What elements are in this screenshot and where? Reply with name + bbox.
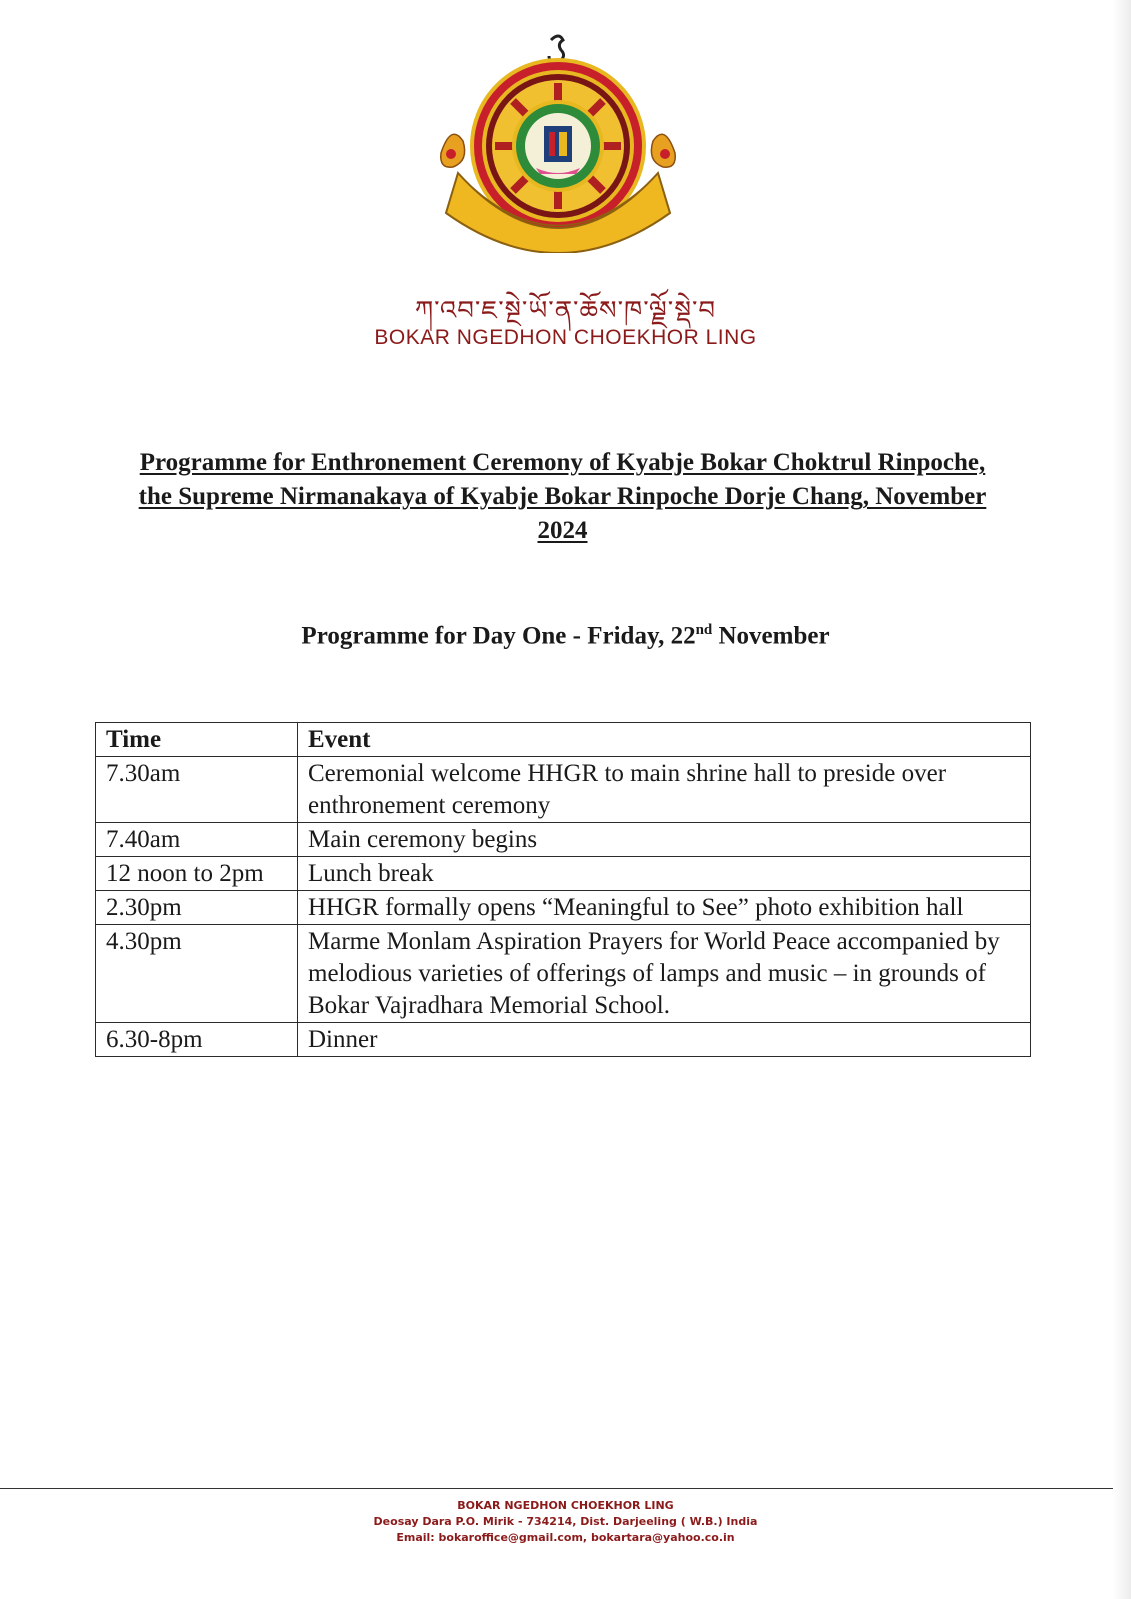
table-row <box>96 925 1031 1023</box>
column-header-event: Event <box>298 723 1031 757</box>
footer <box>0 1498 1131 1546</box>
day-heading-ordinal: nd <box>695 622 713 638</box>
event-cell: Main ceremony begins <box>298 823 1031 857</box>
event-cell: Lunch break <box>298 857 1031 891</box>
table-row <box>96 823 1031 857</box>
footer-divider <box>0 1488 1113 1489</box>
day-heading <box>0 622 1131 650</box>
time-cell: 12 noon to 2pm <box>96 857 298 891</box>
table-header-row <box>96 723 1031 757</box>
event-cell: Marme Monlam Aspiration Prayers for World Peace accompanied by melodious varieties of offerings of lamps and music – in grounds of Bokar Vajradhara Memorial School. <box>298 925 1031 1023</box>
day-heading-month: November <box>712 622 830 650</box>
time-cell: 7.40am <box>96 823 298 857</box>
event-cell: Ceremonial welcome HHGR to main shrine hall to preside over enthronement ceremony <box>298 757 1031 823</box>
monastery-emblem-icon <box>433 28 683 253</box>
column-header-time: Time <box>96 723 298 757</box>
time-cell: 4.30pm <box>96 925 298 1023</box>
page-edge-shadow <box>1113 0 1131 1599</box>
footer-address: Deosay Dara P.O. Mirik - 734214, Dist. Darjeeling ( W.B.) India <box>373 1515 758 1528</box>
footer-org: BOKAR NGEDHON CHOEKHOR LING <box>457 1499 674 1512</box>
tibetan-name: ཀ་འབ་ཇ་སྔེ་ཡོ་ན་ཆོས་ཁ་ལྗོ་སྡེ་བ <box>414 296 717 326</box>
time-cell: 6.30-8pm <box>96 1023 298 1057</box>
table-row <box>96 1023 1031 1057</box>
event-cell: HHGR formally opens “Meaningful to See” photo exhibition hall <box>298 891 1031 925</box>
table-row <box>96 891 1031 925</box>
table-row <box>96 857 1031 891</box>
event-cell: Dinner <box>298 1023 1031 1057</box>
footer-email: Email: bokaroffice@gmail.com, bokartara@yahoo.co.in <box>396 1531 735 1544</box>
document-title: Programme for Enthronement Ceremony of Kyabje Bokar Choktrul Rinpoche, the Supreme Nirmanakaya of Kyabje Bokar Rinpoche Dorje Chang, November 2024 <box>138 449 987 544</box>
schedule-table <box>95 722 1031 1057</box>
day-heading-text: Programme for Day One - Friday, 22 <box>301 622 696 650</box>
time-cell: 7.30am <box>96 757 298 823</box>
table-row <box>96 757 1031 823</box>
time-cell: 2.30pm <box>96 891 298 925</box>
org-name: BOKAR NGEDHON CHOEKHOR LING <box>374 326 757 349</box>
